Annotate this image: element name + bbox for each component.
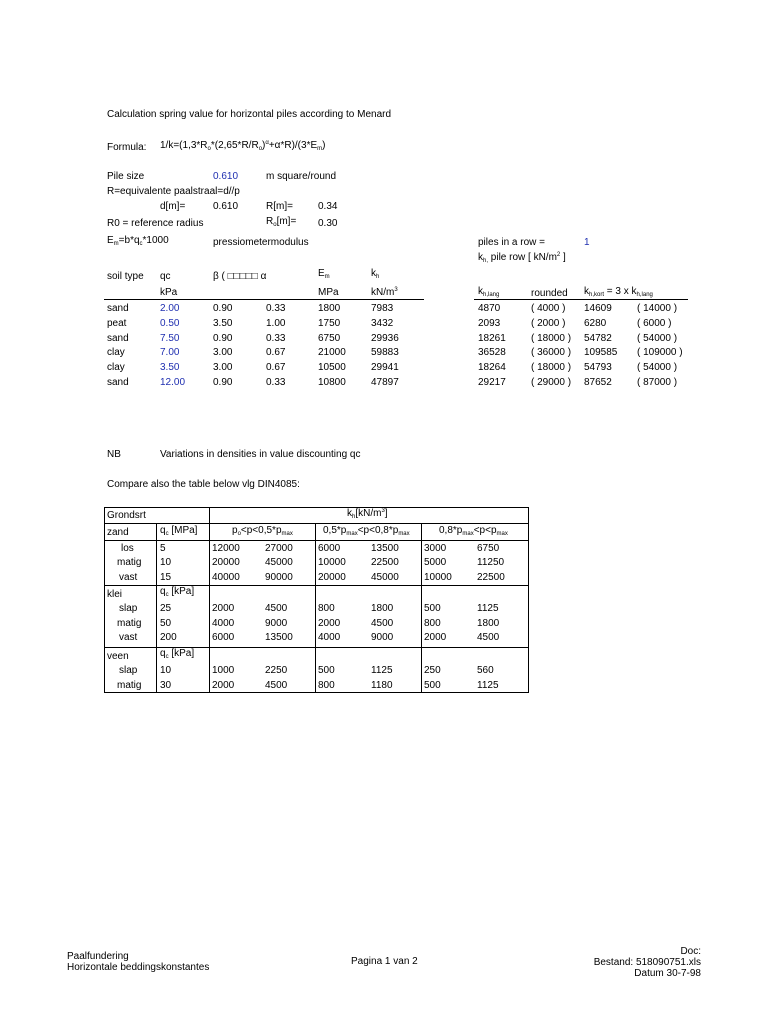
soil-em: 6750 <box>318 333 341 344</box>
din-cell: 1000 <box>212 665 235 676</box>
soil-kh: 3432 <box>371 318 394 329</box>
din-divider <box>421 523 422 693</box>
soil-rounded: ( 2000 ) <box>531 318 566 329</box>
soil-rounded-kort: ( 6000 ) <box>637 318 672 329</box>
din-cell: 45000 <box>265 557 293 568</box>
soil-rounded-kort: ( 54000 ) <box>637 333 678 344</box>
pressiometermodulus-label: pressiometermodulus <box>213 237 309 248</box>
soil-kh: 29936 <box>371 333 399 344</box>
soil-qc: 0.50 <box>160 318 180 329</box>
r0-label: R0 = reference radius <box>107 218 204 229</box>
din-cell: 20000 <box>318 572 346 583</box>
din-cell: 11250 <box>477 557 505 568</box>
din-header-range-2: $0,5*p_{max}<p<0,8*p_{max}$ <box>323 525 410 537</box>
soil-kh-lang: 18264 <box>478 362 506 373</box>
din-group-zand: zand <box>107 527 129 538</box>
soil-rounded-kort: ( 14000 ) <box>637 303 678 314</box>
soil-kh-lang: 18261 <box>478 333 506 344</box>
din-divider <box>156 523 157 693</box>
soil-rounded: ( 18000 ) <box>531 333 572 344</box>
soil-kh-lang: 29217 <box>478 377 506 388</box>
din-cell: 13500 <box>371 543 399 554</box>
din-header-qc-mpa: $q_c$ [MPa] <box>160 525 198 537</box>
soil-beta: 0.90 <box>213 377 233 388</box>
din-cell: 4000 <box>212 618 235 629</box>
soil-rounded: ( 36000 ) <box>531 347 572 358</box>
footer-datum: Datum 30-7-98 <box>634 968 701 979</box>
soil-alpha: 0.33 <box>266 333 286 344</box>
din-row-qc: 15 <box>160 572 172 583</box>
din-header-range-1: $p_o<p<0,5*p_{max}$ <box>232 525 293 537</box>
soil-kh-lang: 2093 <box>478 318 501 329</box>
soil-em: 10800 <box>318 377 346 388</box>
soil-rounded: ( 18000 ) <box>531 362 572 373</box>
din-cell: 4000 <box>318 632 341 643</box>
soil-rounded: ( 4000 ) <box>531 303 566 314</box>
soil-alpha: 0.67 <box>266 362 286 373</box>
din-cell: 800 <box>424 618 441 629</box>
din-header-range-3: $0,8*p_{max}<p<p_{max}$ <box>439 525 508 537</box>
din-cell: 2000 <box>212 603 235 614</box>
footer-doc: Doc: <box>680 946 701 957</box>
soil-alpha: 0.33 <box>266 377 286 388</box>
din-divider <box>209 507 210 693</box>
footer-left-1: Paalfundering <box>67 951 129 962</box>
header-soil-type: soil type <box>107 271 144 282</box>
din-row-name: matig <box>117 680 142 691</box>
din-cell: 3000 <box>424 543 447 554</box>
din-row-name: slap <box>119 665 138 676</box>
soil-kh-lang: 36528 <box>478 347 506 358</box>
pile-size-value: 0.610 <box>213 171 239 182</box>
din-cell: 90000 <box>265 572 293 583</box>
soil-name: sand <box>107 333 129 344</box>
din-cell: 1800 <box>371 603 394 614</box>
ro-label: $R_o[m]=$ <box>266 216 297 228</box>
formula-label: Formula: <box>107 142 147 153</box>
header-kh: $k_h$ <box>371 268 380 280</box>
soil-em: 1750 <box>318 318 341 329</box>
soil-rounded-kort: ( 54000 ) <box>637 362 678 373</box>
d-value: 0.610 <box>213 201 239 212</box>
footer-left-2: Horizontale beddingskonstantes <box>67 962 210 973</box>
soil-alpha: 1.00 <box>266 318 286 329</box>
din-cell: 1125 <box>477 603 499 614</box>
footer-bestand: Bestand: 518090751.xls <box>593 957 701 968</box>
din-cell: 2000 <box>212 680 235 691</box>
soil-kh: 29941 <box>371 362 399 373</box>
header-rounded: rounded <box>531 288 568 299</box>
unit-kh: $kN/m^3$ <box>371 287 398 298</box>
din-cell: 4500 <box>477 632 500 643</box>
soil-alpha: 0.33 <box>266 303 286 314</box>
din-divider <box>104 523 529 524</box>
soil-beta: 3.00 <box>213 347 233 358</box>
din-cell: 45000 <box>371 572 399 583</box>
nb-text: Variations in densities in value discounting qc <box>160 449 361 460</box>
header-beta-alpha: β ( □□□□□ α <box>213 271 267 282</box>
piles-in-row-value: 1 <box>584 237 590 248</box>
kh-pile-row-label: $k_{h,}$ pile row [ $kN/m^2$ ] <box>478 252 566 264</box>
din-row-name: matig <box>117 618 142 629</box>
din-header-grondsrt: Grondsrt <box>107 510 146 521</box>
din-group-veen: veen <box>107 651 129 662</box>
din-cell: 2000 <box>318 618 341 629</box>
d-label: d[m]= <box>160 201 186 212</box>
footer-page: Pagina 1 van 2 <box>351 956 418 967</box>
din-divider <box>315 523 316 693</box>
soil-alpha: 0.67 <box>266 347 286 358</box>
din-cell: 10000 <box>318 557 346 568</box>
soil-name: sand <box>107 377 129 388</box>
din-divider <box>104 540 529 541</box>
din-header-qc-kpa-veen: $q_c$ [kPa] <box>160 648 195 660</box>
soil-beta: 3.00 <box>213 362 233 373</box>
header-kh-kort: $k_{h,kort} = 3$ x $k_{h,lang}$ <box>584 286 653 298</box>
din-cell: 12000 <box>212 543 240 554</box>
din-cell: 500 <box>424 603 441 614</box>
header-em: $E_m$ <box>318 268 330 280</box>
pile-size-unit: m square/round <box>266 171 337 182</box>
soil-rounded: ( 29000 ) <box>531 377 572 388</box>
din-cell: 1125 <box>477 680 499 691</box>
ro-value: 0.30 <box>318 218 338 229</box>
soil-beta: 0.90 <box>213 333 233 344</box>
soil-kh-kort: 6280 <box>584 318 607 329</box>
soil-em: 1800 <box>318 303 341 314</box>
din-cell: 800 <box>318 603 335 614</box>
piles-in-row-label: piles in a row = <box>478 237 545 248</box>
din-cell: 22500 <box>477 572 505 583</box>
din-cell: 6000 <box>212 632 235 643</box>
din-cell: 4500 <box>371 618 394 629</box>
soil-name: clay <box>107 362 125 373</box>
din-row-name: vast <box>119 632 138 643</box>
din-cell: 6000 <box>318 543 341 554</box>
soil-kh-kort: 14609 <box>584 303 612 314</box>
soil-qc: 3.50 <box>160 362 180 373</box>
din-row-qc: 10 <box>160 557 172 568</box>
din-header-kh: $k_h[kN/m^3]$ <box>347 508 388 520</box>
soil-table-divider-left <box>104 299 424 300</box>
soil-rounded-kort: ( 109000 ) <box>637 347 683 358</box>
soil-em: 10500 <box>318 362 346 373</box>
soil-name: peat <box>107 318 127 329</box>
soil-kh-kort: 109585 <box>584 347 618 358</box>
soil-kh: 59883 <box>371 347 399 358</box>
din-cell: 1800 <box>477 618 500 629</box>
din-cell: 4500 <box>265 603 288 614</box>
pile-size-label: Pile size <box>107 171 145 182</box>
soil-kh: 47897 <box>371 377 399 388</box>
nb-label: NB <box>107 449 121 460</box>
din-row-name: vast <box>119 572 138 583</box>
header-kh-lang: $k_{h,lang}$ <box>478 286 500 298</box>
soil-table-divider-right <box>474 299 688 300</box>
din-header-qc-kpa: $q_c$ [kPa] <box>160 586 195 598</box>
soil-beta: 3.50 <box>213 318 233 329</box>
din-cell: 500 <box>318 665 335 676</box>
din-cell: 5000 <box>424 557 447 568</box>
din-row-qc: 5 <box>160 543 166 554</box>
din-cell: 800 <box>318 680 335 691</box>
unit-qc: kPa <box>160 287 178 298</box>
din-row-name: slap <box>119 603 138 614</box>
din-row-qc: 10 <box>160 665 172 676</box>
soil-name: sand <box>107 303 129 314</box>
din-cell: 22500 <box>371 557 399 568</box>
header-qc: qc <box>160 271 171 282</box>
din-group-klei: klei <box>107 589 123 600</box>
soil-kh: 7983 <box>371 303 394 314</box>
din-cell: 27000 <box>265 543 293 554</box>
r-label: R[m]= <box>266 201 293 212</box>
din-cell: 9000 <box>265 618 288 629</box>
din-cell: 40000 <box>212 572 240 583</box>
din-row-qc: 50 <box>160 618 172 629</box>
soil-beta: 0.90 <box>213 303 233 314</box>
compare-text: Compare also the table below vlg DIN4085: <box>107 479 300 490</box>
din-row-name: los <box>121 543 134 554</box>
page-title: Calculation spring value for horizontal piles according to Menard <box>107 109 392 120</box>
equivalent-radius-label: R=equivalente paalstraal=d//p <box>107 186 240 197</box>
din-row-qc: 200 <box>160 632 177 643</box>
din-cell: 1180 <box>371 680 393 691</box>
din-cell: 1125 <box>371 665 393 676</box>
soil-qc: 12.00 <box>160 377 186 388</box>
soil-em: 21000 <box>318 347 346 358</box>
soil-kh-lang: 4870 <box>478 303 501 314</box>
soil-qc: 7.00 <box>160 347 180 358</box>
din-cell: 9000 <box>371 632 394 643</box>
soil-name: clay <box>107 347 125 358</box>
soil-qc: 7.50 <box>160 333 180 344</box>
soil-kh-kort: 87652 <box>584 377 612 388</box>
din-cell: 2000 <box>424 632 447 643</box>
soil-kh-kort: 54782 <box>584 333 612 344</box>
din-cell: 6750 <box>477 543 500 554</box>
formula-expression: $1/k=(1,3*R_o*(2,65*R/R_o)^\alpha+\alpha*R)/(3*E_m)$ <box>160 140 326 152</box>
din-row-name: matig <box>117 557 142 568</box>
din-cell: 4500 <box>265 680 288 691</box>
din-cell: 250 <box>424 665 441 676</box>
din-row-qc: 25 <box>160 603 172 614</box>
din-cell: 500 <box>424 680 441 691</box>
soil-qc: 2.00 <box>160 303 180 314</box>
soil-kh-kort: 54793 <box>584 362 612 373</box>
din-cell: 2250 <box>265 665 288 676</box>
din-cell: 10000 <box>424 572 452 583</box>
em-formula: $E_m=b*q_c*1000$ <box>107 235 169 247</box>
din-cell: 13500 <box>265 632 293 643</box>
soil-rounded-kort: ( 87000 ) <box>637 377 678 388</box>
din-cell: 20000 <box>212 557 240 568</box>
r-value: 0.34 <box>318 201 338 212</box>
unit-em: MPa <box>318 287 339 298</box>
din-row-qc: 30 <box>160 680 172 691</box>
din-cell: 560 <box>477 665 494 676</box>
